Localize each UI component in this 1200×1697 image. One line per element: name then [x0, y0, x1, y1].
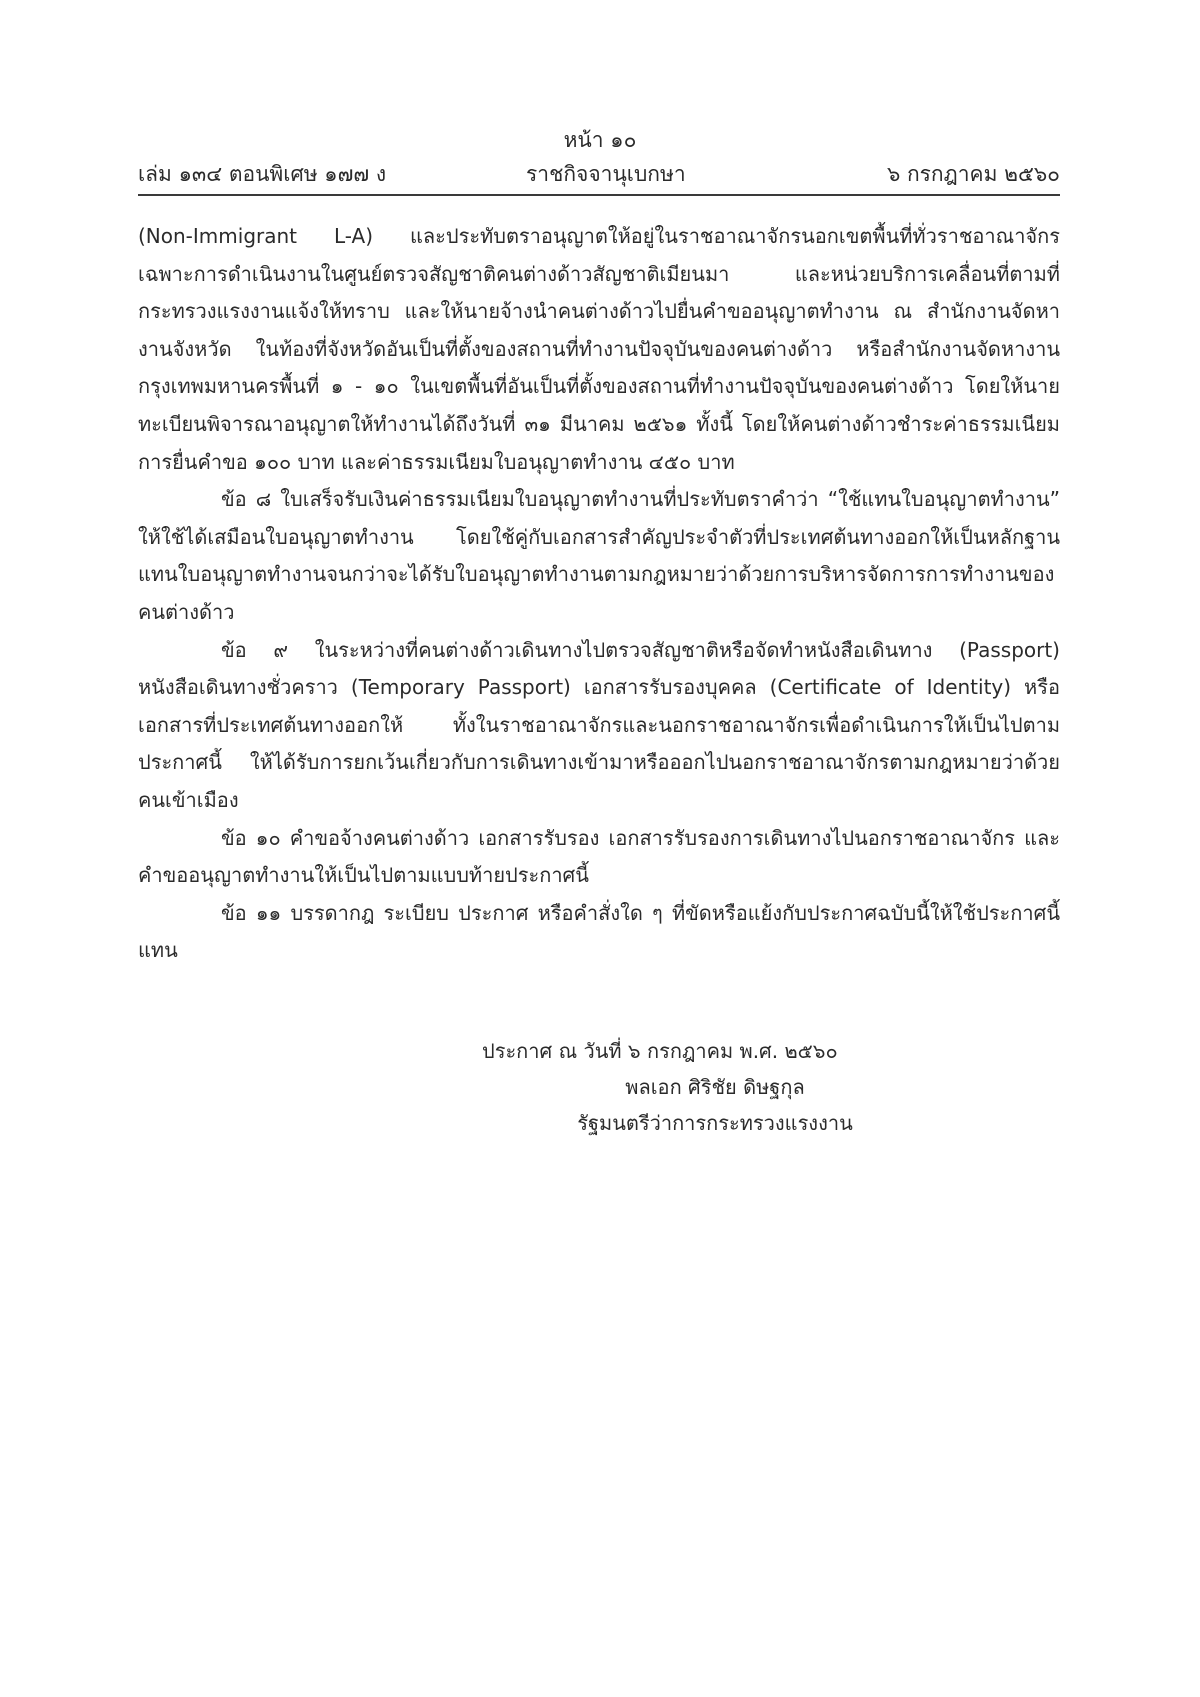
publication-date: ๖ กรกฎาคม ๒๕๖๐ [886, 162, 1060, 186]
signatory-name: พลเอก ศิริชัย ดิษฐกุล [625, 1075, 805, 1099]
paragraph-clause-11: ข้อ ๑๑ บรรดากฎ ระเบียบ ประกาศ หรือคำสั่งใด ๆ ที่ขัดหรือแย้งกับประกาศฉบับนี้ให้ใช้ประกาศนี้แทน [138, 900, 1060, 963]
paragraph-continuation: (Non-Immigrant L-A) และประทับตราอนุญาตให้อยู่ในราชอาณาจักรนอกเขตพื้นที่ทั่วราชอาณาจักร เฉพาะการดำเนินงานในศูนย์ตรวจสัญชาติคนต่างด้าวสัญชาติเมียนมา และหน่วยบริการเคลื่อนที่ตามที่กระทรวงแรงงานแจ้งให้ทราบ และให้นายจ้างนำคนต่างด้าวไปยื่นคำขออนุญาตทำงาน ณ สำนักงานจัดหางานจังหวัด ในท้องที่จังหวัดอันเป็นที่ตั้งของสถานที่ทำงานปัจจุบันของคนต่างด้าว หรือสำนักงานจัดหางานกรุงเทพมหานครพื้นที่ ๑ - ๑๐ ในเขตพื้นที่อันเป็นที่ตั้งของสถานที่ทำงานปัจจุบันของคนต่างด้าว โดยให้นายทะเบียนพิจารณาอนุญาตให้ทำงานได้ถึงวันที่ ๓๑ มีนาคม ๒๕๖๑ ทั้งนี้ โดยให้คนต่างด้าวชำระค่าธรรมเนียมการยื่นคำขอ ๑๐๐ บาท และค่าธรรมเนียมใบอนุญาตทำงาน ๔๕๐ บาท [138, 224, 1060, 474]
paragraph-clause-8: ข้อ ๘ ใบเสร็จรับเงินค่าธรรมเนียมใบอนุญาตทำงานที่ประทับตราคำว่า “ใช้แทนใบอนุญาตทำงาน” ให้ใช้ได้เสมือนใบอนุญาตทำงาน โดยใช้คู่กับเอกสารสำคัญประจำตัวที่ประเทศต้นทางออกให้เป็นหลักฐานแทนใบอนุญาตทำงานจนกว่าจะได้รับใบอนุญาตทำงานตามกฎหมายว่าด้วยการบริหารจัดการการทำงานของคนต่างด้าว [138, 487, 1060, 624]
paragraph-clause-9: ข้อ ๙ ในระหว่างที่คนต่างด้าวเดินทางไปตรวจสัญชาติหรือจัดทำหนังสือเดินทาง (Passport) หนังสือเดินทางชั่วคราว (Temporary Passport) เอกสารรับรองบุคคล (Certificate of Identity) หรือเอกสารที่ประเทศต้นทางออกให้ ทั้งในราชอาณาจักรและนอกราชอาณาจักรเพื่อดำเนินการให้เป็นไปตามประกาศนี้ ให้ได้รับการยกเว้นเกี่ยวกับการเดินทางเข้ามาหรือออกไปนอกราชอาณาจักรตามกฎหมายว่าด้วยคนเข้าเมือง [138, 637, 1060, 812]
document-body [138, 218, 1060, 970]
signature-block [480, 1033, 950, 1141]
publication-name: ราชกิจจานุเบกษา [526, 162, 686, 186]
paragraph-clause-10: ข้อ ๑๐ คำขอจ้างคนต่างด้าว เอกสารรับรอง เอกสารรับรองการเดินทางไปนอกราชอาณาจักร และคำขออนุญาตทำงานให้เป็นไปตามแบบท้ายประกาศนี้ [138, 825, 1060, 888]
page-number: หน้า ๑๐ [563, 128, 637, 152]
header-divider [138, 194, 1060, 196]
signatory-position: รัฐมนตรีว่าการกระทรวงแรงงาน [577, 1111, 853, 1135]
announcement-date: ประกาศ ณ วันที่ ๖ กรกฎาคม พ.ศ. ๒๕๖๐ [482, 1039, 838, 1063]
gazette-header [138, 158, 1060, 188]
volume-issue: เล่ม ๑๓๔ ตอนพิเศษ ๑๗๗ ง [138, 162, 387, 186]
